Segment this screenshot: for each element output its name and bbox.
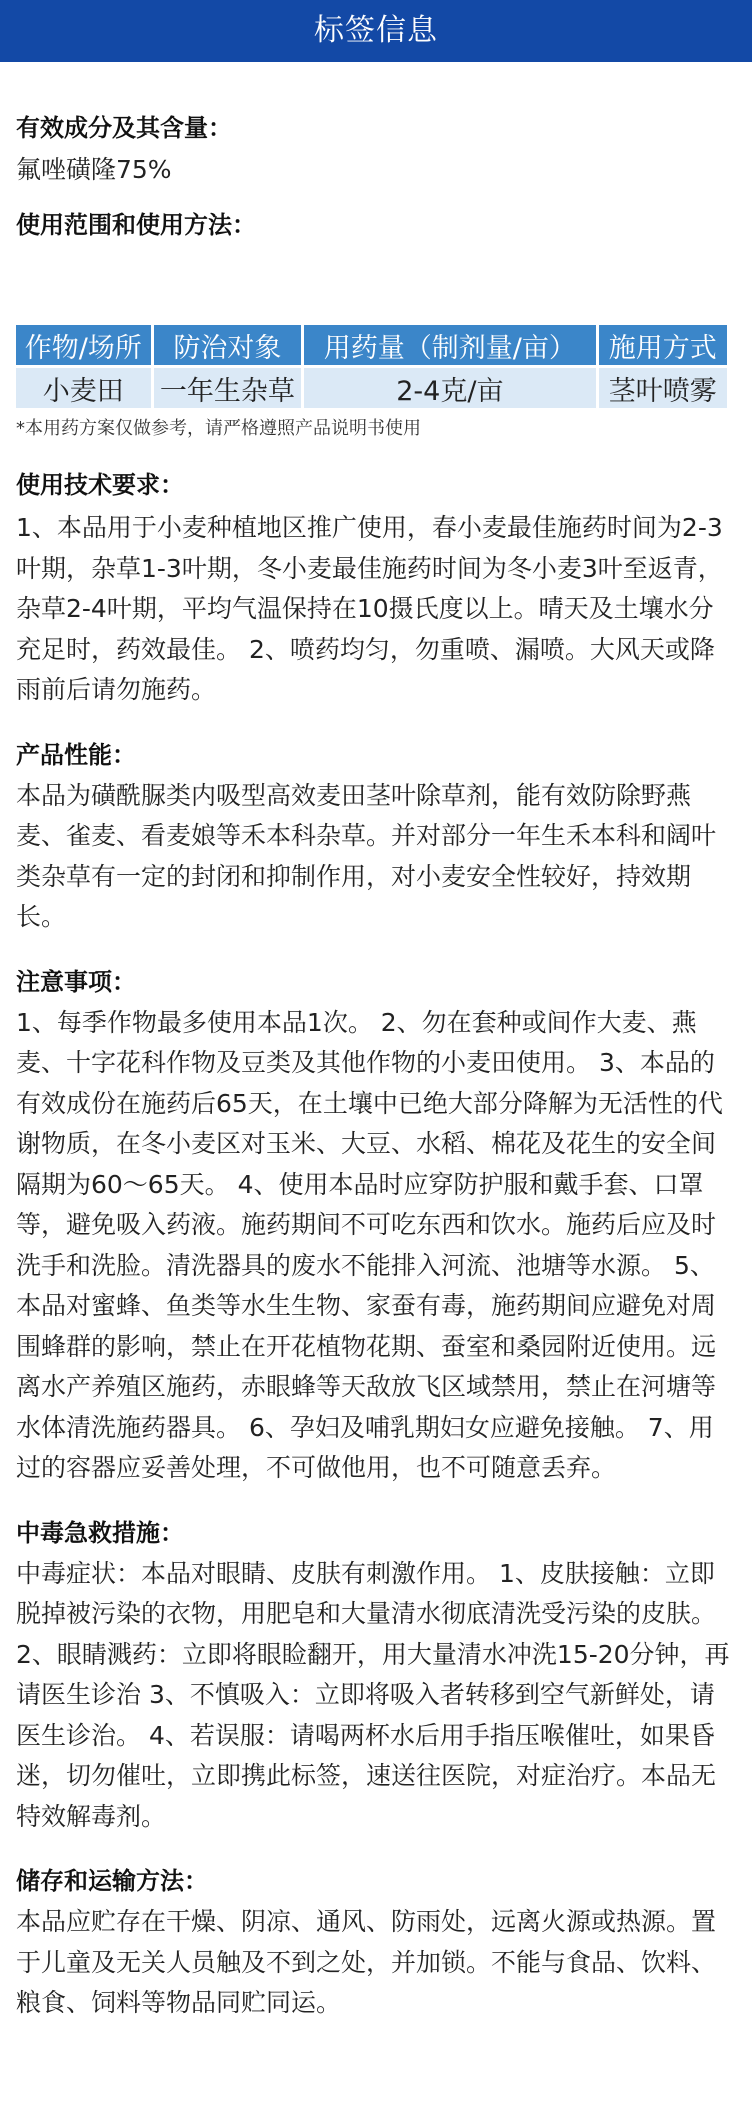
technical-title: 使用技术要求：: [16, 471, 184, 499]
page-header: [0, 0, 752, 62]
column-header-dosage: 用药量（制剂量/亩）: [304, 325, 595, 365]
usage-table: [13, 322, 730, 411]
cell-crop: 小麦田: [16, 368, 151, 408]
label-content: [0, 108, 752, 2024]
page-title: 标签信息: [314, 13, 438, 48]
storage-text: 本品应贮存在干燥、阴凉、通风、防雨处，远离火源或热源。置于儿童及无关人员触及不到之处，并加锁。不能与食品、饮料、粮食、饲料等物品同贮同运。: [16, 1907, 717, 2017]
precautions-text: 1、每季作物最多使用本品1次。 2、勿在套种或间作大麦、燕麦、十字花科作物及豆类及其他作物的小麦田使用。 3、本品的有效成份在施药后65天，在土壤中已绝大部分降解为无活性的代谢物质，在冬小麦区对玉米、大豆、水稻、棉花及花生的安全间隔期为60～65天。 4、使用本品时应穿防护服和戴手套、口罩等，避免吸入药液。施药期间不可吃东西和饮水。施药后应及时洗手和洗脸。清洗器具的废水不能排入河流、池塘等水源。 5、本品对蜜蜂、鱼类等水生生物、家蚕有毒，施药期间应避免对周围蜂群的影响，禁止在开花植物花期、蚕室和桑园附近使用。远离水产养殖区施药，赤眼蜂等天敌放飞区域禁用，禁止在河塘等水体清洗施药器具。 6、孕妇及哺乳期妇女应避免接触。 7、用过的容器应妥善处理，不可做他用，也不可随意丢弃。: [16, 1007, 723, 1482]
performance-text: 本品为磺酰脲类内吸型高效麦田茎叶除草剂，能有效防除野燕麦、雀麦、看麦娘等禾本科杂草。并对部分一年生禾本科和阔叶类杂草有一定的封闭和抑制作用，对小麦安全性较好，持效期长。: [16, 780, 717, 931]
first-aid-title: 中毒急救措施：: [16, 1518, 184, 1547]
ingredients-value: 氟唑磺隆75%: [16, 155, 172, 184]
cell-method: 茎叶喷雾: [599, 368, 727, 408]
technical-text: 1、本品用于小麦种植地区推广使用，春小麦最佳施药时间为2-3叶期，杂草1-3叶期，冬小麦最佳施药时间为冬小麦3叶至返青，杂草2-4叶期，平均气温保持在10摄氏度以上。晴天及土壤水分充足时，药效最佳。 2、喷药均匀，勿重喷、漏喷。大风天或降雨前后请勿施药。: [16, 513, 723, 704]
column-header-target: 防治对象: [154, 325, 302, 365]
usage-table-header-row: [16, 325, 727, 365]
ingredients-title: 有效成分及其含量：: [16, 114, 232, 142]
column-header-method: 施用方式: [599, 325, 727, 365]
column-header-crop: 作物/场所: [16, 325, 151, 365]
usage-title: 使用范围和使用方法：: [16, 211, 256, 239]
first-aid-text: 中毒症状：本品对眼睛、皮肤有刺激作用。 1、皮肤接触：立即脱掉被污染的衣物，用肥皂和大量清水彻底清洗受污染的皮肤。 2、眼睛溅药：立即将眼睑翻开，用大量清水冲洗15-20分钟，再请医生诊治 3、不慎吸入：立即将吸入者转移到空气新鲜处，请医生诊治。 4、若误服：请喝两杯水后用手指压喉催吐，如果昏迷，切勿催吐，立即携此标签，速送往医院，对症治疗。本品无特效解毒剂。: [16, 1558, 730, 1831]
storage-title: 储存和运输方法：: [16, 1867, 208, 1895]
table-row: [16, 368, 727, 408]
cell-target: 一年生杂草: [154, 368, 302, 408]
precautions-title: 注意事项：: [16, 967, 136, 996]
cell-dosage: 2-4克/亩: [304, 368, 595, 408]
performance-title: 产品性能：: [16, 740, 136, 769]
usage-note: *本用药方案仅做参考，请严格遵照产品说明书使用: [16, 418, 421, 439]
